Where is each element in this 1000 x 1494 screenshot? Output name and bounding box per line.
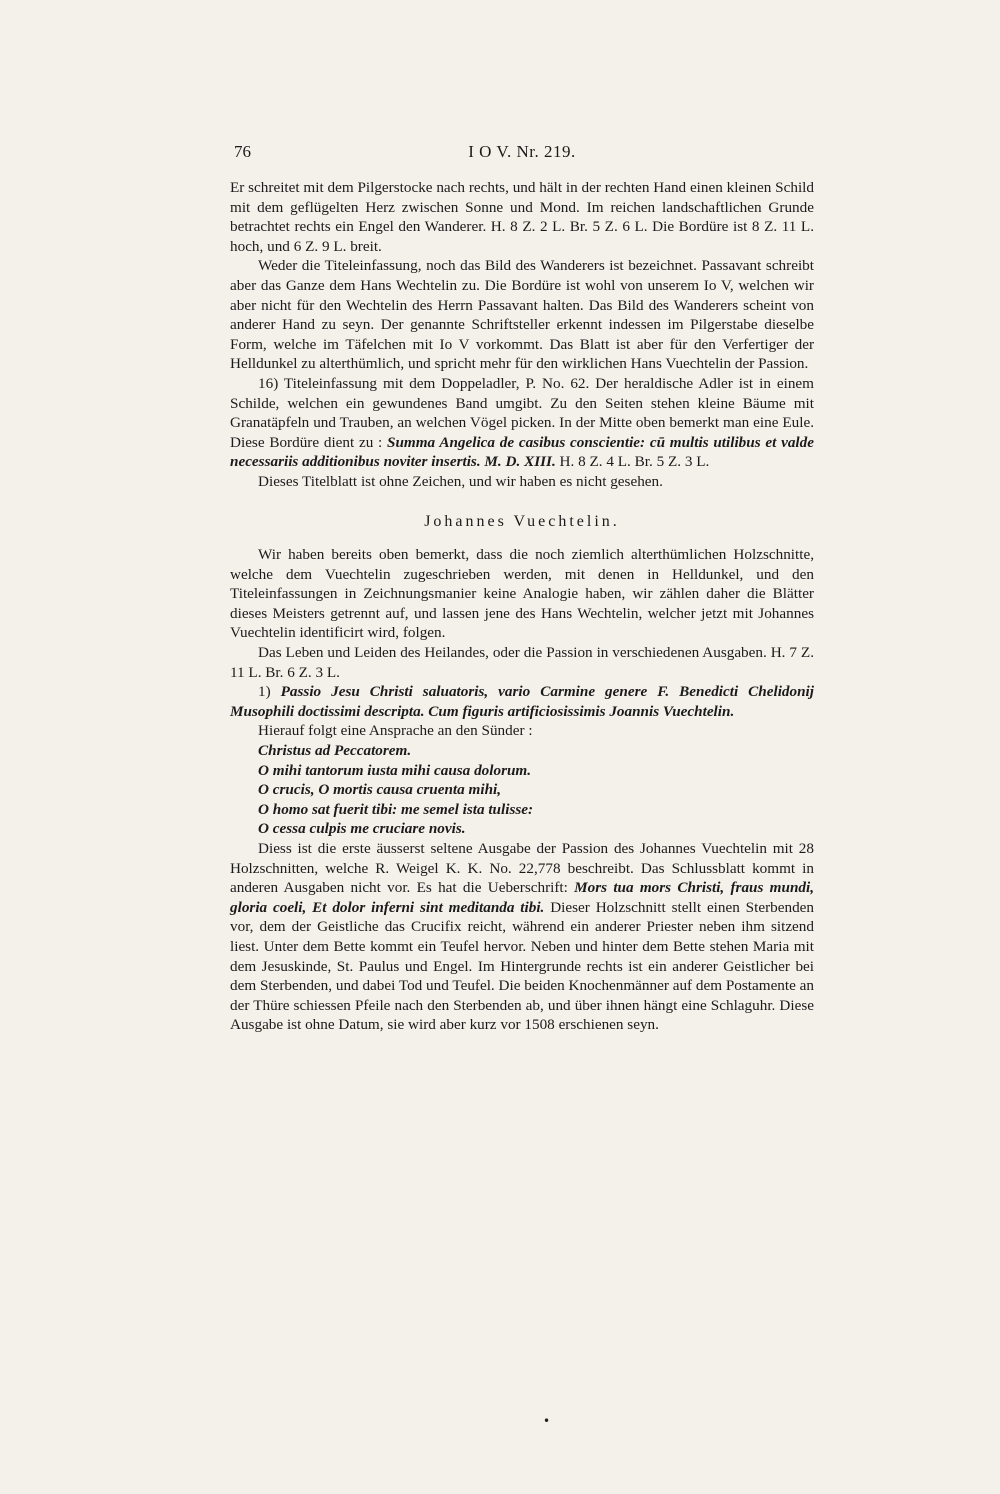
paragraph-5: Wir haben bereits oben bemerkt, dass die noch ziemlich alterthümlichen Holzschnitte, welche dem Vuechtelin zugeschrieben werden, mit denen in Helldunkel, und den Titeleinfassungen in Zeichnungsmanier keine Analogie haben, wir zählen daher die Blätter dieses Meisters getrennt auf, und lassen jene des Hans Wechtelin, welcher jetzt mit Johannes Vuechtelin identificirt wird, folgen. (230, 546, 814, 642)
paragraph-1: Er schreitet mit dem Pilgerstocke nach rechts, und hält in der rechten Hand einen kleinen Schild mit dem geflügelten Herz zwischen Sonne und Mond. Im reichen landschaftlichen Grunde betrachtet rechts ein Engel den Wanderer. H. 8 Z. 2 L. Br. 5 Z. 6 L. Die Bordüre ist 8 Z. 11 L. hoch, und 6 Z. 9 L. breit. (230, 179, 814, 255)
paragraph-3-dimensions: H. 8 Z. 4 L. Br. 5 Z. 3 L. (555, 453, 710, 471)
section-title: Johannes Vuechtelin. (424, 512, 620, 530)
running-title: I O V. Nr. 219. (468, 142, 576, 161)
paragraph-8: Hierauf folgt eine Ansprache an den Sünder : (258, 722, 533, 740)
paragraph-2: Weder die Titeleinfassung, noch das Bild des Wanderers ist bezeichnet. Passavant schreibt aber das Ganze dem Hans Wechtelin zu. Die Bordüre ist wohl von unserem Io V, welchen wir aber nicht für den Wechtelin des Herrn Passavant halten. Das Bild des Wanderers scheint von anderer Hand zu seyn. Der genannte Schriftsteller erkennt indessen im Pilgerstabe dieselbe Form, welche im Täfelchen mit Io V vorkommt. Das Blatt ist aber für den Verfertiger der Helldunkel zu alterthümlich, und spricht mehr für den wirklichen Hans Vuechtelin der Passion. (230, 257, 814, 373)
paragraph-4: Dieses Titelblatt ist ohne Zeichen, und wir haben es nicht gesehen. (258, 472, 663, 490)
paragraph-3-text: 16) Titeleinfassung mit dem Doppeladler, P. No. 62. Der heraldische Adler ist in einem Schilde, welchen ein gewundenes Band umgibt. Zu den Seiten stehen kleine Bäume mit Granatäpfeln und Trauben, an welchen Vögel picken. In der Mitte oben bemerkt man eine Eule. Diese Bordüre dient zu : (230, 374, 814, 451)
verse-line: O mihi tantorum iusta mihi causa dolorum. (258, 761, 532, 779)
page-content (230, 142, 814, 1035)
verse-line: Christus ad Peccatorem. (258, 742, 412, 760)
verse-line: O cessa culpis me cruciare novis. (258, 820, 466, 838)
paragraph-3 (230, 374, 814, 472)
paragraph-9-inscription: Mors tua mors Christi, fraus mundi, gloria coeli, Et dolor inferni sint meditanda tibi. (230, 879, 814, 916)
footer-mark: • (543, 1414, 551, 1428)
page-header (230, 142, 814, 168)
paragraph-7-title: Passio Jesu Christi saluatoris, vario Carmine genere F. Benedicti Chelidonij Musophili doctissimi descripta. Cum figuris artificiosissimis Joannis Vuechtelin. (230, 683, 814, 720)
verse-line: O crucis, O mortis causa cruenta mihi, (258, 781, 502, 799)
paragraph-9-text: Diess ist die erste äusserst seltene Ausgabe der Passion des Johannes Vuechtelin mit 28 Holzschnitten, welche R. Weigel K. K. No. 22,778 beschreibt. Das Schlussblatt kommt in anderen Ausgaben nicht vor. Es hat die Ueberschrift: (230, 840, 814, 897)
paragraph-9-description: Dieser Holzschnitt stellt einen Sterbenden vor, dem der Geistliche das Crucifix reicht, während ein anderer Priester neben ihm sitzend liest. Unter dem Bette kommt ein Teufel hervor. Neben und hinter dem Bette stehen Maria mit dem Jesuskinde, St. Paulus und Engel. Im Hintergrunde rechts ist ein anderer Geistlicher bei dem Sterbenden, und dabei Tod und Teufel. Die beiden Knochenmänner auf dem Postamente an der Thüre schiessen Pfeile nach den Sterbenden ab, und über ihnen hängt eine Schlaguhr. Diese Ausgabe ist ohne Datum, sie wird aber kurz vor 1508 erschienen seyn. (230, 898, 815, 1034)
paragraph-7-number: 1) (258, 683, 281, 701)
verse-line: O homo sat fuerit tibi: me semel ista tulisse: (258, 800, 534, 818)
paragraph-6: Das Leben und Leiden des Heilandes, oder die Passion in verschiedenen Ausgaben. H. 7 Z. 11 L. Br. 6 Z. 3 L. (230, 644, 814, 681)
paragraph-7 (230, 682, 814, 721)
paragraph-9 (230, 839, 814, 1035)
paragraph-3-title: Summa Angelica de casibus conscientie: cū multis utilibus et valde necessariis additionibus noviter insertis. M. D. XIII. (230, 433, 814, 471)
page-number: 76 (234, 142, 251, 161)
